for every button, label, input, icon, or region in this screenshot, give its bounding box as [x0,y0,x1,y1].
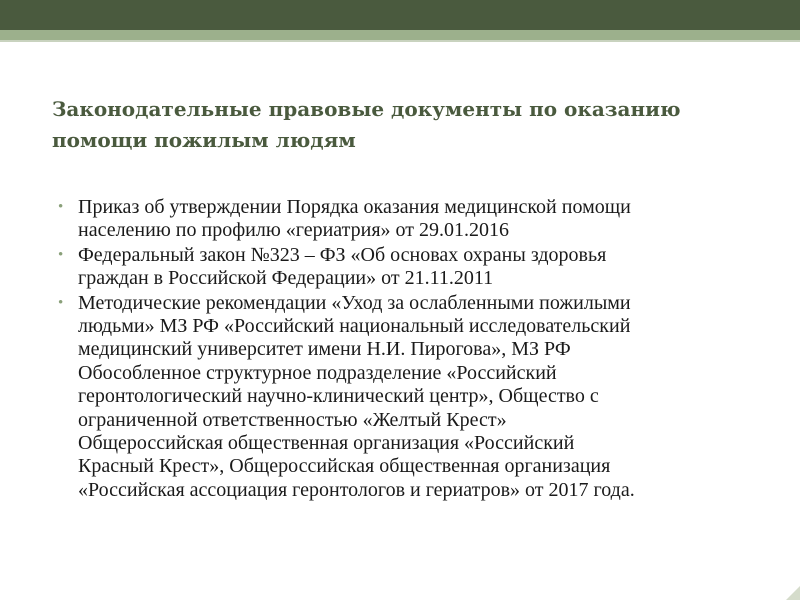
bullet-3-line-5: геронтологический научно-клинический центр», Общество с [78,385,599,408]
bullet-dot-icon: • [58,246,64,263]
bullet-1-line-1: Приказ об утверждении Порядка оказания медицинской помощи [78,196,631,218]
bullet-list [58,196,758,503]
header-band-light [0,30,800,40]
list-item [58,292,758,503]
bullet-3-line-3: медицинский университет имени Н.И. Пирогова», МЗ РФ [78,338,571,361]
bullet-3-line-1: Методические рекомендации «Уход за ослабленными пожилыми [78,291,631,314]
bullet-dot-icon: • [58,199,64,215]
bullet-3-line-7: Общероссийская общественная организация «Российский [78,432,575,455]
bullet-3-line-8: Красный Крест», Общероссийская общественная организация [78,455,611,478]
slide-title-line-1: Законодательные правовые документы по оказанию [52,97,681,121]
bullet-3-line-4: Обособленное структурное подразделение «Российский [78,361,557,384]
slide-title-line-2: помощи пожилым людям [52,128,356,152]
bullet-3-line-6: ограниченной ответственностью «Желтый Крест» [78,408,507,431]
bullet-1-line-2: населению по профилю «гериатрия» от 29.01.2016 [78,219,510,242]
page-corner-fold [786,586,800,600]
list-item [58,196,758,243]
header-band-dark [0,0,800,30]
bullet-2-line-2: граждан в Российской Федерации» от 21.11.2011 [78,267,494,290]
bullet-2-line-1: Федеральный закон №323 – ФЗ «Об основах охраны здоровья [78,243,607,266]
bullet-3-line-9: «Российская ассоциация геронтологов и гериатров» от 2017 года. [78,478,635,501]
bullet-3-line-2: людьми» МЗ РФ «Российский национальный исследовательский [78,315,631,338]
slide-title [52,94,752,156]
header-divider [0,40,800,42]
list-item [58,244,758,291]
bullet-dot-icon: • [58,294,64,311]
